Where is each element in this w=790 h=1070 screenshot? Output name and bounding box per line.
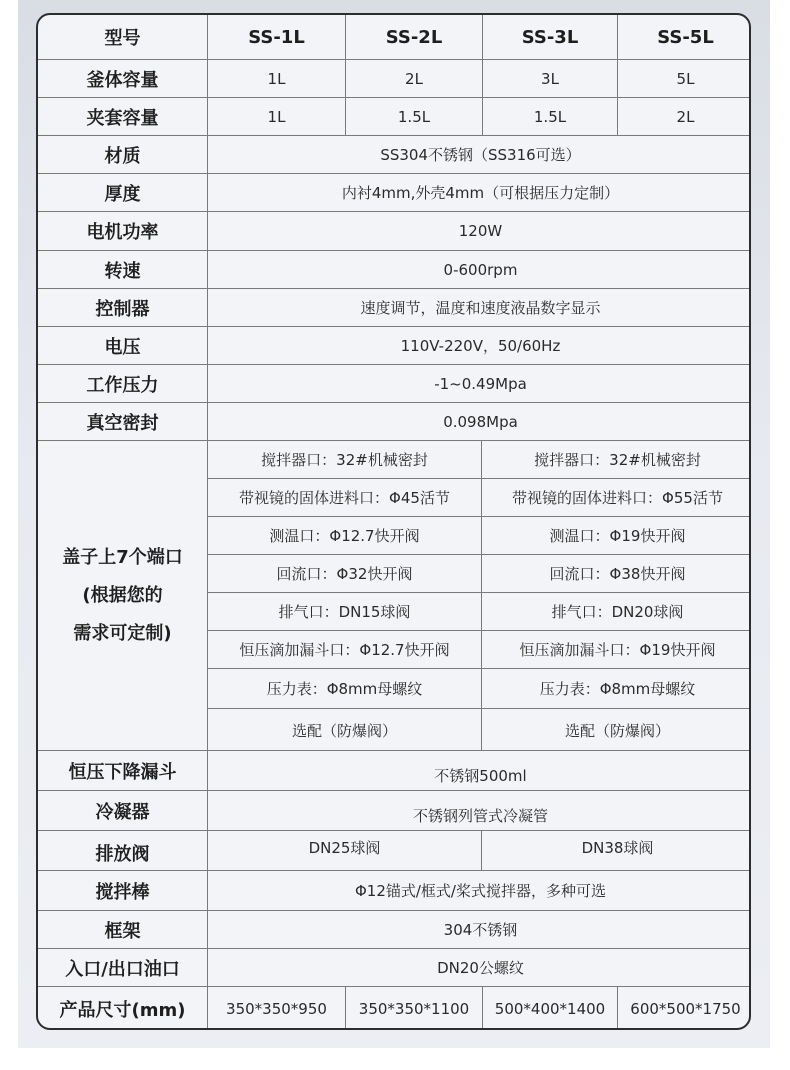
port-row <box>208 441 751 479</box>
port-row <box>208 669 751 709</box>
value-cell: 120W <box>458 222 503 240</box>
value-cell: 600*500*1750 <box>617 987 751 1030</box>
value-cell: 1L <box>267 69 286 88</box>
model-ss-1l: SS-1L <box>248 26 305 48</box>
row-working-pressure <box>38 365 749 403</box>
port-cell-right: 压力表：Φ8mm母螺纹 <box>481 669 751 708</box>
value-cell: 1.5L <box>482 98 617 135</box>
ports-label <box>38 441 208 750</box>
row-jacket-capacity <box>38 98 749 136</box>
value-cell: DN25球阀 <box>308 839 381 857</box>
row-label: 电压 <box>38 327 208 364</box>
ports-label-line: (根据您的 <box>82 584 163 606</box>
port-cell-right: 选配（防爆阀） <box>481 709 751 751</box>
row-label: 工作压力 <box>38 365 208 402</box>
row-label: 电机功率 <box>38 212 208 250</box>
value-cell: 不锈钢500ml <box>434 767 527 785</box>
value-cell: 304不锈钢 <box>443 921 518 939</box>
port-cell-left: 恒压滴加漏斗口：Φ12.7快开阀 <box>239 641 450 659</box>
row-label: 入口/出口油口 <box>38 949 208 986</box>
row-label: 控制器 <box>38 289 208 326</box>
value-cell: 2L <box>345 60 482 97</box>
row-label: 排放阀 <box>38 831 208 870</box>
value-cell: 350*350*1100 <box>345 987 482 1030</box>
value-cell: SS304不锈钢（SS316可选） <box>380 146 581 164</box>
port-cell-left: 排气口：DN15球阀 <box>278 603 411 621</box>
row-label: 转速 <box>38 251 208 288</box>
row-product-size <box>38 987 749 1030</box>
value-cell: 110V-220V，50/60Hz <box>400 337 561 355</box>
port-cell-left: 压力表：Φ8mm母螺纹 <box>266 680 423 698</box>
row-label: 产品尺寸(mm) <box>38 987 208 1030</box>
row-label: 搅拌棒 <box>38 871 208 910</box>
row-thickness <box>38 174 749 212</box>
port-row <box>208 555 751 593</box>
port-cell-left: 选配（防爆阀） <box>291 721 397 740</box>
value-cell: 5L <box>617 60 751 97</box>
value-cell: 500*400*1400 <box>482 987 617 1030</box>
row-inlet-outlet <box>38 949 749 987</box>
value-cell: 2L <box>617 98 751 135</box>
value-cell: 不锈钢列管式冷凝管 <box>412 807 548 825</box>
row-voltage <box>38 327 749 365</box>
row-dropping-funnel <box>38 751 749 791</box>
row-material <box>38 136 749 174</box>
row-kettle-capacity <box>38 60 749 98</box>
value-cell: 速度调节，温度和速度液晶数字显示 <box>360 299 601 317</box>
value-cell: 0.098Mpa <box>443 412 518 431</box>
row-label: 材质 <box>38 136 208 173</box>
port-row <box>208 479 751 517</box>
port-cell-left: 回流口：Φ32快开阀 <box>276 565 413 583</box>
value-cell: 350*350*950 <box>226 999 327 1018</box>
value-cell: 1L <box>267 107 286 126</box>
value-cell: DN20公螺纹 <box>437 959 524 977</box>
value-cell: 0-600rpm <box>443 260 518 279</box>
row-frame <box>38 911 749 949</box>
model-ss-5l: SS-5L <box>617 15 751 59</box>
value-cell: 1.5L <box>345 98 482 135</box>
row-label: 釜体容量 <box>38 60 208 97</box>
spec-table <box>36 13 751 1030</box>
header-label: 型号 <box>38 15 208 59</box>
ports-label-line: 需求可定制) <box>73 622 172 644</box>
row-label: 真空密封 <box>38 403 208 440</box>
row-label: 夹套容量 <box>38 98 208 135</box>
port-cell-right: 测温口：Φ19快开阀 <box>481 517 751 554</box>
row-label: 框架 <box>38 911 208 948</box>
port-row <box>208 593 751 631</box>
port-cell-right: 恒压滴加漏斗口：Φ19快开阀 <box>481 631 751 668</box>
value-cell: 3L <box>482 60 617 97</box>
value-cell: 内衬4mm,外壳4mm（可根据压力定制） <box>341 184 620 202</box>
port-cell-left: 搅拌器口：32#机械密封 <box>261 451 428 469</box>
ports-label-line: 盖子上7个端口 <box>62 546 183 568</box>
port-row <box>208 709 751 751</box>
header-row <box>38 15 749 60</box>
row-vacuum-seal <box>38 403 749 441</box>
port-cell-left: 测温口：Φ12.7快开阀 <box>269 527 420 545</box>
port-row <box>208 517 751 555</box>
value-cell: -1~0.49Mpa <box>434 374 527 393</box>
row-controller <box>38 289 749 327</box>
row-condenser <box>38 791 749 831</box>
model-ss-3l: SS-3L <box>482 15 617 59</box>
row-motor-power <box>38 212 749 251</box>
model-ss-2l: SS-2L <box>345 15 482 59</box>
port-cell-right: 搅拌器口：32#机械密封 <box>481 441 751 478</box>
port-cell-left: 带视镜的固体进料口：Φ45活节 <box>239 489 450 507</box>
port-row <box>208 631 751 669</box>
row-stirrer <box>38 871 749 911</box>
row-label: 冷凝器 <box>38 791 208 830</box>
row-drain-valve <box>38 831 749 871</box>
value-cell: DN38球阀 <box>481 831 751 870</box>
row-speed <box>38 251 749 289</box>
port-cell-right: 排气口：DN20球阀 <box>481 593 751 630</box>
row-label: 恒压下降漏斗 <box>38 751 208 790</box>
row-label: 厚度 <box>38 174 208 211</box>
port-cell-right: 带视镜的固体进料口：Φ55活节 <box>481 479 751 516</box>
ports-block <box>38 441 749 751</box>
port-cell-right: 回流口：Φ38快开阀 <box>481 555 751 592</box>
value-cell: Φ12锚式/框式/桨式搅拌器，多种可选 <box>354 882 606 900</box>
